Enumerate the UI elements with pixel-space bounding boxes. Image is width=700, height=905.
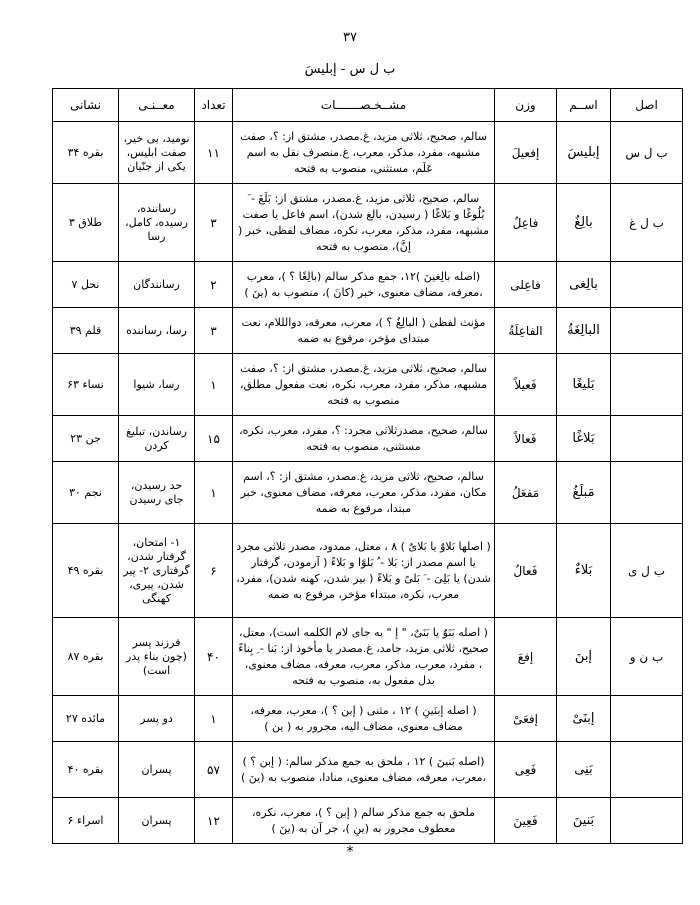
root-cell: ب ن و [611,618,683,696]
ref-cell: نساء ۶۳ [53,354,119,416]
table-row [53,696,683,742]
ref-cell: بقره ۴۹ [53,524,119,618]
table-row [53,742,683,798]
desc-cell: مؤنث لفظی ( البالِغُ ؟ )، معرب، معرفه، دوالللام، نعت مبتدای مؤخر، مرفوع به ضمه [233,308,495,354]
desc-cell: (اصله بالِغينَ )۱۲، جمع مذکر سالم (بالِغًا ؟ )، معرب ،معرفه، مضاف معنوی، خبر (کانَ )، منصوب به (ينَ ) [233,262,495,308]
header-count: تعداد [195,89,233,122]
root-cell [611,462,683,524]
ref-cell: قلم ۳۹ [53,308,119,354]
ref-cell: طلاق ۳ [53,184,119,262]
word-cell: إبنَیْ [557,696,611,742]
header-word: اســم [557,89,611,122]
table-row [53,184,683,262]
meaning-cell: پسران [119,798,195,844]
word-cell: بَلاءٌ [557,524,611,618]
table-row [53,524,683,618]
word-cell: بَنینَ [557,798,611,844]
count-cell: ۱۱ [195,122,233,184]
header-desc: مشــخـصـــــــات [233,89,495,122]
word-cell: بالِغٌ [557,184,611,262]
table-row [53,262,683,308]
root-cell: ب ل غ [611,184,683,262]
meaning-cell: رسا، شیوا [119,354,195,416]
count-cell: ۵۷ [195,742,233,798]
count-cell: ۴۰ [195,618,233,696]
pattern-cell: فَعالٌ [495,524,557,618]
count-cell: ۳ [195,184,233,262]
table-row [53,462,683,524]
root-cell [611,696,683,742]
count-cell: ۳ [195,308,233,354]
root-cell [611,742,683,798]
count-cell: ۱ [195,462,233,524]
page-title: ب ل س - إبليسَ [304,62,396,77]
desc-cell: سالم، صحيح، ثلاثی مزيد، غ.مصدر، مشتق از: ؟، صفت مشبهه، مذکر، مفرد، معرب، نکره، نعت مفعول مطلق، منصوب به فتحه [233,354,495,416]
table-row [53,798,683,844]
count-cell: ۱۲ [195,798,233,844]
table-header-row [53,89,683,122]
pattern-cell: إفعَ [495,618,557,696]
ref-cell: بقره ۴۰ [53,742,119,798]
root-cell: ب ل ی [611,524,683,618]
vocabulary-table [52,88,683,844]
root-cell [611,416,683,462]
desc-cell: ( اصله بَنَوٌ یا بَنَیٌ، " إ " به جای لام الکلمه است)، معتل، صحيح، ثلاثی مزيد، جامد، غ.مصدر یا مأخوذ از: بَنا - ِ بِناءً ، مفرد، معرب، مذکر، معرب، معرفه، مضاف معنوی، بدل مفعول به، منصوب به فتحه [233,618,495,696]
pattern-cell: إفعَیْ [495,696,557,742]
header-ref: نشانی [53,89,119,122]
pattern-cell: فَعِینَ [495,798,557,844]
meaning-cell: رسا، رساننده [119,308,195,354]
page-number: ۳۷ [343,30,357,45]
ref-cell: اسراء ۶ [53,798,119,844]
header-meaning: معــنـی [119,89,195,122]
pattern-cell: إفعيلَ [495,122,557,184]
ref-cell: نجم ۳۰ [53,462,119,524]
meaning-cell: دو پسر [119,696,195,742]
root-cell [611,354,683,416]
word-cell: مَبلَغُ [557,462,611,524]
word-cell: إبنَ [557,618,611,696]
footer-mark: * [346,844,354,860]
count-cell: ۶ [195,524,233,618]
table-row [53,308,683,354]
pattern-cell: فاعِلٌ [495,184,557,262]
root-cell [611,262,683,308]
meaning-cell: پسران [119,742,195,798]
desc-cell: (اصله بَنینَ ) ۱۲ ، ملحق به جمع مذکر سالم: ( إبن ؟ ) ،معرب، معرفه، مضاف معنوی، منادا، منصوب به (ینَ ) [233,742,495,798]
pattern-cell: مَفعَلُ [495,462,557,524]
meaning-cell: رساننده، رسیده، کامل، رسا [119,184,195,262]
pattern-cell: فَعالاً [495,416,557,462]
word-cell: بَنِی [557,742,611,798]
ref-cell: بقره ۳۴ [53,122,119,184]
table-row [53,354,683,416]
desc-cell: سالم، صحيح، ثلاثی مزيد، غ.مصدر، مشتق از: بَلَغَ - َ بُلُوغًا و بَلاغًا ( رسیدن، بالغ شدن)، اسم فاعل یا صفت مشبهه، مفرد، مذکر، معرب، نکره، مضاف لفظی، خبر ( إنَّ)، منصوب به فتحه [233,184,495,262]
header-root: اصل [611,89,683,122]
ref-cell: مائده ۲۷ [53,696,119,742]
desc-cell: سالم، صحيح، ثلاثی مزيد، غ.مصدر، مشتق از: ؟، اسم مکان، مفرد، مذکر، معرب، معرفه، مضاف معنوی، خبر مبتدا، مرفوع به ضمه [233,462,495,524]
desc-cell: ملحق به جمع مذکر سالم ( إبن ؟ )، معرب، نکره، معطوف مجرور به (ینِ )، جر آن به (ینَ ) [233,798,495,844]
desc-cell: ( اصلها بَلاوٌ یا بَلایٌ ) ۸ ، معتل، ممدود، مصدر ثلاثی مجرد یا اسم مصدر از: بَلا - ُ بَلوًا و بَلاءً ( آزمودن، گرفتار شدن) یا بَلِیَ - َ بَلیً و بَلاءً ( بیر شدن، کهنه شدن)، مفرد، معرب، نکره، مبتداء مؤخر، مرفوع به ضمه [233,524,495,618]
header-pattern: وزن [495,89,557,122]
meaning-cell: رساندن، تبلیغ کردن [119,416,195,462]
pattern-cell: فَعيلاً [495,354,557,416]
word-cell: البالِغَةُ [557,308,611,354]
ref-cell: جن ۲۳ [53,416,119,462]
table-row [53,416,683,462]
meaning-cell: رسانندگان [119,262,195,308]
meaning-cell: حد رسیدن، جای رسیدن [119,462,195,524]
table-row [53,618,683,696]
meaning-cell: فرزند پسر (چون بناء پدر است) [119,618,195,696]
word-cell: بَليغًا [557,354,611,416]
meaning-cell: ۱- امتحان، گرفتار شدن، گرفتاری ۲- پیر شدن، پیری، کهنگی [119,524,195,618]
desc-cell: سالم، صحيح، مصدرثلاثی مجرد: ؟، مفرد، معرب، نکره، مستثنی، منصوب به فتحه [233,416,495,462]
pattern-cell: فاعِلی [495,262,557,308]
desc-cell: ( اصله إبنَینِ ) ۱۲ ، مثنی ( إبن ؟ )، معرب، معرفه، مضاف معنوی، مضاف الیه، مجرور به ( ین ) [233,696,495,742]
word-cell: بَلاغًا [557,416,611,462]
root-cell: ب ل س [611,122,683,184]
word-cell: بالِغی [557,262,611,308]
count-cell: ۲ [195,262,233,308]
count-cell: ۱۵ [195,416,233,462]
root-cell [611,798,683,844]
desc-cell: سالم، صحيح، ثلاثی مزيد، غ.مصدر، مشتق از: ؟، صفت مشبهه، مفرد، مذکر، معرب، غ.منصرف نقل به اسم عَلَم، مستثنی، منصوب به فتحه [233,122,495,184]
ref-cell: نحل ۷ [53,262,119,308]
count-cell: ۱ [195,696,233,742]
pattern-cell: فَعِی [495,742,557,798]
pattern-cell: الفاعِلَةُ [495,308,557,354]
root-cell [611,308,683,354]
meaning-cell: نومید، بی خیر، صفت ابلیس، یکی از جنّیان [119,122,195,184]
count-cell: ۱ [195,354,233,416]
word-cell: إبليسَ [557,122,611,184]
table-row [53,122,683,184]
ref-cell: بقره ۸۷ [53,618,119,696]
